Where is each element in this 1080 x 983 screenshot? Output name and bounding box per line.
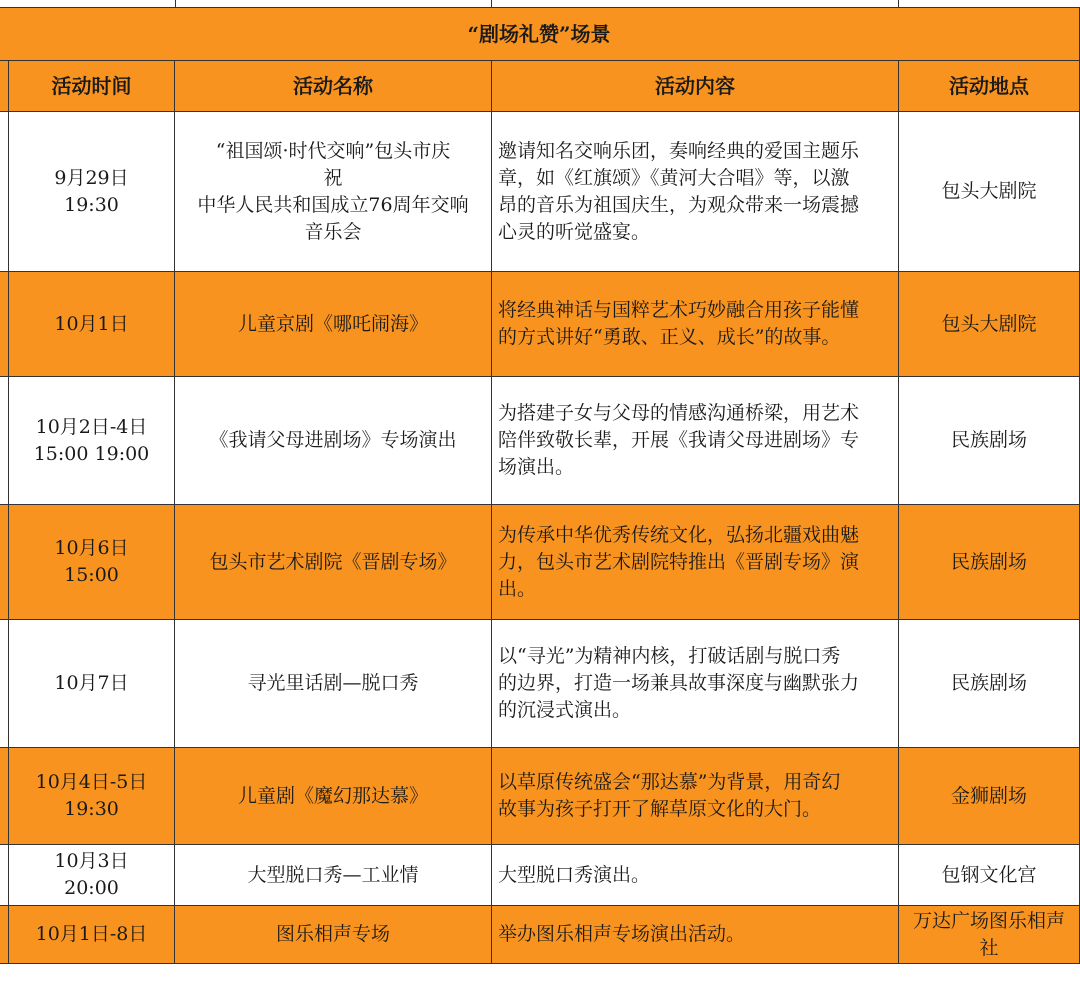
event-content-line: 出。 bbox=[498, 577, 537, 600]
header-name: 活动名称 bbox=[175, 61, 492, 112]
row-stub bbox=[0, 377, 9, 505]
event-place-line: 万达广场图乐相声 bbox=[913, 909, 1066, 932]
event-content-line: 大型脱口秀演出。 bbox=[498, 863, 651, 886]
event-place-line: 包头大剧院 bbox=[941, 312, 1037, 335]
event-rows bbox=[0, 112, 1080, 964]
event-place bbox=[899, 272, 1080, 377]
event-content-line: 的方式讲好“勇敢、正义、成长”的故事。 bbox=[498, 326, 841, 348]
event-name-line: 包头市艺术剧院《晋剧专场》 bbox=[209, 550, 457, 573]
table-row bbox=[0, 906, 1080, 964]
event-place bbox=[899, 112, 1080, 272]
event-place-line: 民族剧场 bbox=[951, 429, 1028, 451]
table-row bbox=[0, 112, 1080, 272]
event-name-line: 儿童京剧《哪吒闹海》 bbox=[237, 312, 428, 335]
event-place bbox=[899, 620, 1080, 748]
event-content-line: 故事为孩子打开了解草原文化的大门。 bbox=[498, 798, 822, 820]
event-content bbox=[492, 272, 899, 377]
event-time-line: 15:00 19:00 bbox=[33, 442, 150, 465]
event-time-line: 19:30 bbox=[64, 798, 119, 820]
event-content-line: 为搭建子女与父母的情感沟通桥梁，用艺术 bbox=[498, 402, 860, 424]
row-stub bbox=[0, 272, 9, 377]
event-name bbox=[175, 620, 492, 748]
event-place bbox=[899, 845, 1080, 906]
event-name bbox=[175, 377, 492, 505]
event-content bbox=[492, 845, 899, 906]
event-content-line: 邀请知名交响乐团，奏响经典的爱国主题乐 bbox=[498, 139, 860, 162]
event-name bbox=[175, 845, 492, 906]
event-time-line: 19:30 bbox=[64, 193, 119, 216]
event-content bbox=[492, 620, 899, 748]
event-content-line: 心灵的听觉盛宴。 bbox=[498, 220, 651, 243]
event-place-line: 包头大剧院 bbox=[941, 180, 1037, 202]
row-stub bbox=[0, 61, 9, 112]
header-row bbox=[0, 61, 1080, 112]
event-place-line: 金狮剧场 bbox=[951, 784, 1028, 807]
event-name-line: 祝 bbox=[323, 166, 343, 189]
row-stub bbox=[0, 906, 9, 964]
row-stub bbox=[0, 505, 9, 620]
event-name-line: 中华人民共和国成立76周年交响 bbox=[197, 193, 469, 216]
event-time bbox=[9, 377, 175, 505]
event-content-line: 的边界，打造一场兼具故事深度与幽默张力 bbox=[498, 672, 860, 694]
event-place bbox=[899, 748, 1080, 845]
event-place bbox=[899, 377, 1080, 505]
event-place-line: 社 bbox=[979, 936, 999, 959]
row-stub bbox=[0, 845, 9, 906]
table-row bbox=[0, 272, 1080, 377]
event-content-line: 陪伴致敬长辈，开展《我请父母进剧场》专 bbox=[498, 429, 860, 451]
table-row bbox=[0, 748, 1080, 845]
event-name-line: 儿童剧《魔幻那达慕》 bbox=[237, 784, 428, 807]
event-name bbox=[175, 505, 492, 620]
section-title: “剧场礼赞”场景 bbox=[0, 8, 1080, 61]
event-place bbox=[899, 906, 1080, 964]
event-time-line: 10月1日 bbox=[54, 312, 129, 335]
header-place: 活动地点 bbox=[899, 61, 1080, 112]
event-content-line: 以草原传统盛会“那达慕”为背景，用奇幻 bbox=[498, 771, 841, 793]
event-content-line: 为传承中华优秀传统文化，弘扬北疆戏曲魅 bbox=[498, 523, 860, 546]
event-content-line: 力，包头市艺术剧院特推出《晋剧专场》演 bbox=[498, 550, 860, 573]
event-content-line: 场演出。 bbox=[498, 456, 575, 478]
event-place-line: 民族剧场 bbox=[951, 550, 1028, 573]
event-content-line: 以“寻光”为精神内核，打破话剧与脱口秀 bbox=[498, 645, 841, 667]
event-time bbox=[9, 906, 175, 964]
event-time-line: 10月4日-5日 bbox=[35, 771, 148, 793]
table-row bbox=[0, 845, 1080, 906]
event-name-line: 寻光里话剧—脱口秀 bbox=[247, 672, 419, 694]
event-name bbox=[175, 748, 492, 845]
event-time bbox=[9, 845, 175, 906]
row-stub bbox=[0, 112, 9, 272]
event-content-line: 将经典神话与国粹艺术巧妙融合用孩子能懂 bbox=[498, 299, 860, 321]
event-name-line: “祖国颂·时代交响”包头市庆 bbox=[215, 139, 451, 162]
event-time bbox=[9, 505, 175, 620]
header-content: 活动内容 bbox=[492, 61, 899, 112]
table-row bbox=[0, 505, 1080, 620]
event-time-line: 10月7日 bbox=[54, 672, 129, 694]
event-content-line: 昂的音乐为祖国庆生，为观众带来一场震撼 bbox=[498, 193, 860, 216]
event-time-line: 10月1日-8日 bbox=[35, 923, 148, 945]
header-time: 活动时间 bbox=[9, 61, 175, 112]
event-time-line: 9月29日 bbox=[54, 166, 129, 189]
event-name bbox=[175, 272, 492, 377]
event-content-line: 举办图乐相声专场演出活动。 bbox=[498, 923, 746, 945]
event-time bbox=[9, 112, 175, 272]
table-row bbox=[0, 620, 1080, 748]
event-time bbox=[9, 748, 175, 845]
event-schedule-table bbox=[0, 7, 1080, 964]
event-content bbox=[492, 748, 899, 845]
event-content bbox=[492, 377, 899, 505]
event-place-line: 包钢文化宫 bbox=[941, 863, 1037, 886]
table-row bbox=[0, 377, 1080, 505]
event-time bbox=[9, 272, 175, 377]
event-content bbox=[492, 112, 899, 272]
event-name bbox=[175, 906, 492, 964]
event-time bbox=[9, 620, 175, 748]
event-name-line: 音乐会 bbox=[304, 220, 362, 243]
event-place bbox=[899, 505, 1080, 620]
event-content bbox=[492, 906, 899, 964]
row-stub bbox=[0, 748, 9, 845]
event-name-line: 大型脱口秀—工业情 bbox=[247, 863, 419, 886]
event-name bbox=[175, 112, 492, 272]
event-content-line: 的沉浸式演出。 bbox=[498, 699, 632, 721]
event-place-line: 民族剧场 bbox=[951, 672, 1028, 694]
section-title-row bbox=[0, 8, 1080, 61]
event-time-line: 15:00 bbox=[64, 564, 119, 586]
event-time-line: 20:00 bbox=[64, 877, 119, 899]
row-stub bbox=[0, 620, 9, 748]
event-name-line: 《我请父母进剧场》专场演出 bbox=[209, 429, 457, 451]
event-time-line: 10月6日 bbox=[54, 537, 129, 559]
event-time-line: 10月3日 bbox=[54, 850, 129, 872]
event-name-line: 图乐相声专场 bbox=[275, 923, 390, 945]
event-content bbox=[492, 505, 899, 620]
event-time-line: 10月2日-4日 bbox=[35, 415, 148, 438]
event-content-line: 章，如《红旗颂》《黄河大合唱》等，以激 bbox=[498, 166, 850, 189]
